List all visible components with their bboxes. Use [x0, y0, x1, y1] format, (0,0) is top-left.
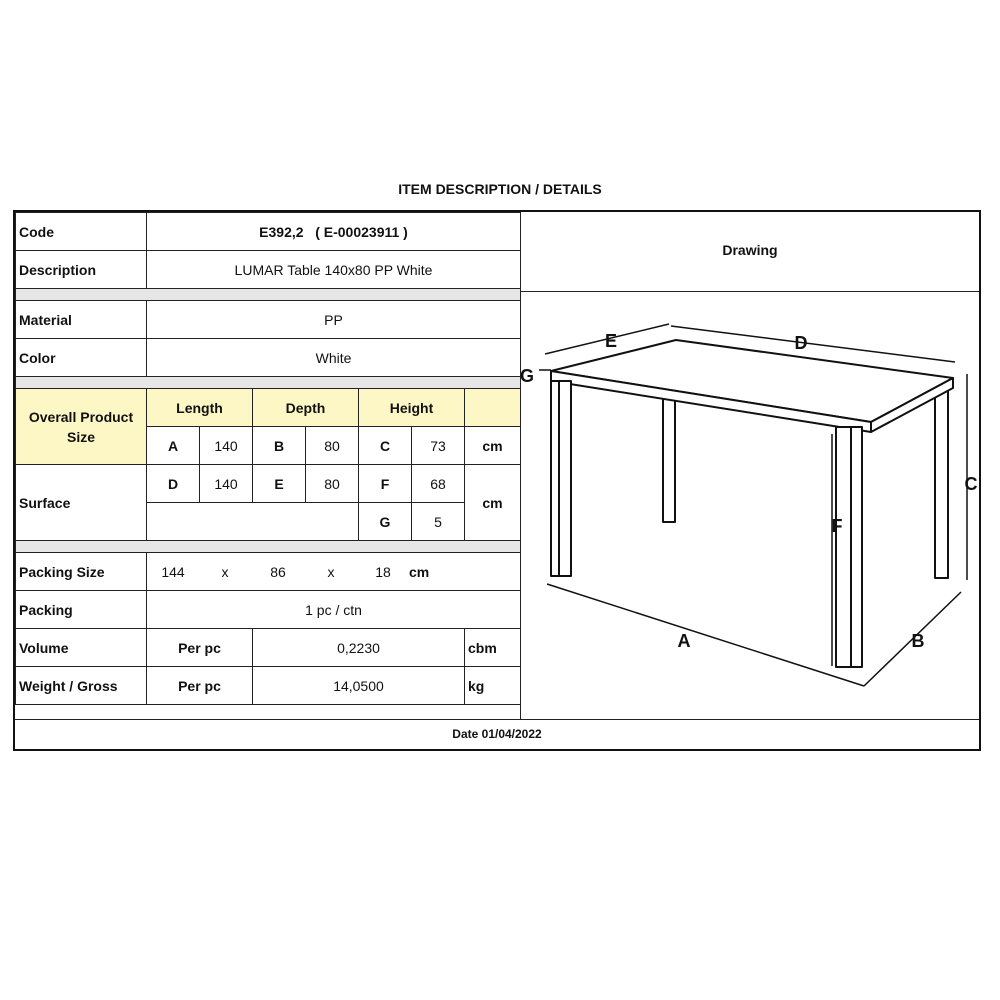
material-label: Material [16, 301, 147, 339]
code-label: Code [16, 213, 147, 251]
dim-value-a: 140 [200, 427, 253, 465]
volume-value: 0,2230 [253, 629, 465, 667]
length-header: Length [147, 389, 253, 427]
overall-size-label: Overall Product Size [16, 389, 147, 465]
dim-value-f: 68 [412, 465, 465, 503]
row-packing [16, 591, 521, 629]
packing-unit: cm [409, 563, 430, 580]
color-value: White [147, 339, 521, 377]
row-volume [16, 629, 521, 667]
empty-cell [147, 503, 359, 541]
height-header: Height [359, 389, 465, 427]
volume-unit: cbm [465, 629, 521, 667]
separator [16, 377, 521, 389]
row-description [16, 251, 521, 289]
label-f: F [831, 516, 843, 536]
empty-cell [465, 389, 521, 427]
row-code [16, 213, 521, 251]
packing-width: 86 [270, 563, 286, 580]
volume-label: Volume [16, 629, 147, 667]
depth-header: Depth [253, 389, 359, 427]
dim-key-a: A [147, 427, 200, 465]
spec-table [15, 212, 521, 705]
dim-value-d: 140 [200, 465, 253, 503]
back-right-leg [935, 378, 948, 578]
packing-label: Packing [16, 591, 147, 629]
row-surface-values [16, 465, 521, 503]
row-packing-size [16, 553, 521, 591]
dim-key-c: C [359, 427, 412, 465]
date-footer: Date 01/04/2022 [15, 719, 979, 749]
label-c: C [964, 474, 978, 494]
front-right-leg [836, 427, 862, 667]
drawing-label: Drawing [722, 242, 778, 258]
volume-per: Per pc [147, 629, 253, 667]
label-b: B [911, 631, 925, 651]
packing-x: x [221, 563, 229, 580]
surface-unit: cm [465, 465, 521, 541]
table-drawing [520, 292, 979, 719]
row-weight [16, 667, 521, 705]
weight-unit: kg [465, 667, 521, 705]
label-g: G [521, 366, 535, 386]
label-d: D [794, 333, 808, 353]
color-label: Color [16, 339, 147, 377]
separator [16, 289, 521, 301]
dim-value-c: 73 [412, 427, 465, 465]
packing-size-value [147, 553, 521, 591]
label-a: A [677, 631, 691, 651]
packing-height: 18 [375, 563, 391, 580]
overall-unit: cm [465, 427, 521, 465]
material-value: PP [147, 301, 521, 339]
dim-key-d: D [147, 465, 200, 503]
row-overall-headers [16, 389, 521, 427]
dim-value-b: 80 [306, 427, 359, 465]
dim-key-e: E [253, 465, 306, 503]
dim-value-e: 80 [306, 465, 359, 503]
packing-x: x [327, 563, 335, 580]
code-value: E392,2 ( E-00023911 ) [147, 213, 521, 251]
row-material [16, 301, 521, 339]
spec-sheet [13, 210, 981, 751]
surface-label: Surface [16, 465, 147, 541]
separator [16, 541, 521, 553]
drawing-header [520, 212, 979, 292]
weight-per: Per pc [147, 667, 253, 705]
table-line-drawing [521, 292, 980, 719]
dim-value-g: 5 [412, 503, 465, 541]
packing-size-label: Packing Size [16, 553, 147, 591]
packing-length: 144 [161, 563, 185, 580]
dim-key-f: F [359, 465, 412, 503]
description-label: Description [16, 251, 147, 289]
weight-label: Weight / Gross [16, 667, 147, 705]
back-left-leg [663, 396, 675, 522]
dim-key-g: G [359, 503, 412, 541]
description-value: LUMAR Table 140x80 PP White [147, 251, 521, 289]
label-e: E [604, 331, 618, 351]
document-title: ITEM DESCRIPTION / DETAILS [398, 181, 602, 197]
packing-value: 1 pc / ctn [147, 591, 521, 629]
dim-key-b: B [253, 427, 306, 465]
front-left-leg [551, 381, 571, 576]
row-color [16, 339, 521, 377]
weight-value: 14,0500 [253, 667, 465, 705]
dim-line-a [547, 584, 864, 686]
